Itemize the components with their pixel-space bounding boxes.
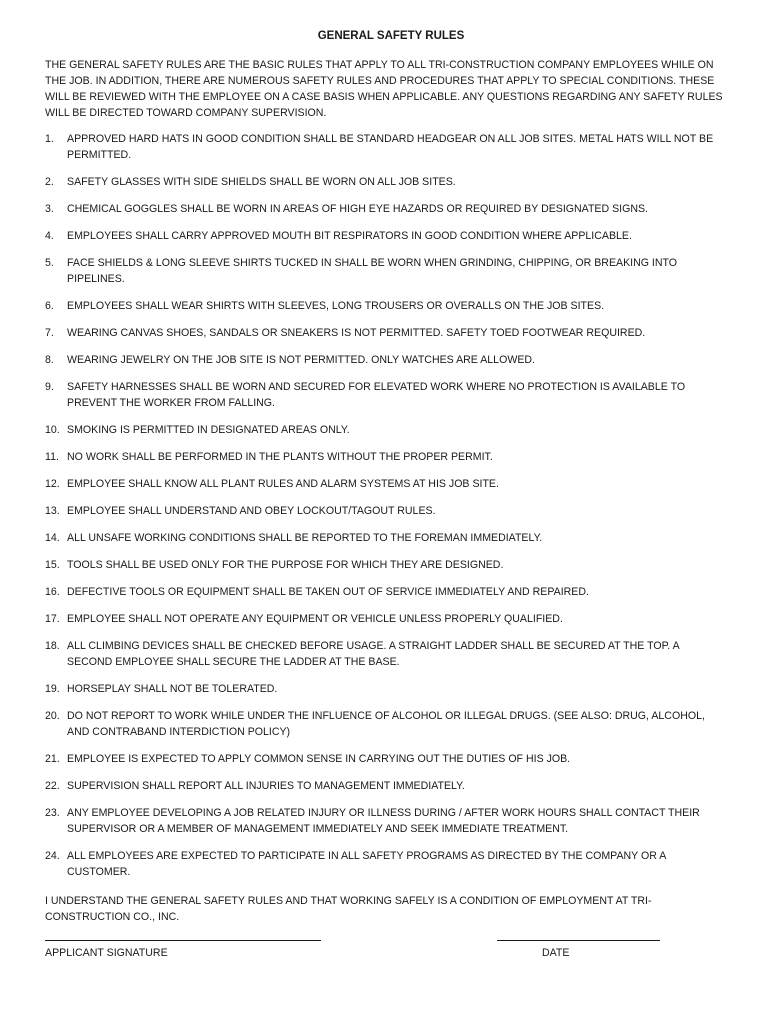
rule-text: DEFECTIVE TOOLS OR EQUIPMENT SHALL BE TAKEN OUT OF SERVICE IMMEDIATELY AND REPAIRED. — [67, 586, 589, 598]
rule-text: SMOKING IS PERMITTED IN DESIGNATED AREAS ONLY. — [67, 424, 350, 436]
signature-label: APPLICANT SIGNATURE — [45, 947, 168, 959]
rule-text: CHEMICAL GOGGLES SHALL BE WORN IN AREAS OF HIGH EYE HAZARDS OR REQUIRED BY DESIGNATED SIGNS. — [67, 203, 649, 215]
rule-item — [45, 255, 725, 287]
rule-text: EMPLOYEES SHALL CARRY APPROVED MOUTH BIT RESPIRATORS IN GOOD CONDITION WHERE APPLICABLE. — [67, 230, 632, 242]
rule-text: WEARING CANVAS SHOES, SANDALS OR SNEAKERS IS NOT PERMITTED. SAFETY TOED FOOTWEAR REQUIRED. — [67, 327, 646, 339]
rule-number: 1. — [45, 133, 54, 145]
rule-text: ALL UNSAFE WORKING CONDITIONS SHALL BE REPORTED TO THE FOREMAN IMMEDIATELY. — [67, 532, 543, 544]
rule-number: 24. — [45, 850, 60, 862]
rule-number: 12. — [45, 478, 60, 490]
rule-text: WEARING JEWELRY ON THE JOB SITE IS NOT PERMITTED. ONLY WATCHES ARE ALLOWED. — [67, 354, 535, 366]
rule-number: 3. — [45, 203, 54, 215]
rule-item — [45, 476, 725, 492]
date-line[interactable] — [497, 940, 660, 941]
rules-list — [45, 131, 725, 880]
rule-text: HORSEPLAY SHALL NOT BE TOLERATED. — [67, 683, 278, 695]
rule-item — [45, 174, 725, 190]
rule-number: 16. — [45, 586, 60, 598]
rule-number: 2. — [45, 176, 54, 188]
rule-number: 6. — [45, 300, 54, 312]
rule-item — [45, 611, 725, 627]
rule-item — [45, 298, 725, 314]
rule-item — [45, 422, 725, 438]
rule-number: 23. — [45, 807, 60, 819]
rule-item — [45, 131, 725, 163]
rule-number: 10. — [45, 424, 60, 436]
rule-number: 17. — [45, 613, 60, 625]
rule-text: EMPLOYEES SHALL WEAR SHIRTS WITH SLEEVES, LONG TROUSERS OR OVERALLS ON THE JOB SITES. — [67, 300, 605, 312]
document-title: GENERAL SAFETY RULES — [317, 30, 465, 42]
rule-text: APPROVED HARD HATS IN GOOD CONDITION SHALL BE STANDARD HEADGEAR ON ALL JOB SITES. METAL HATS WILL NOT BE PERMITTED. — [67, 133, 714, 161]
rule-item — [45, 352, 725, 368]
rule-item — [45, 805, 725, 837]
rule-number: 18. — [45, 640, 60, 652]
rule-item — [45, 848, 725, 880]
rule-item — [45, 449, 725, 465]
rule-text: ALL CLIMBING DEVICES SHALL BE CHECKED BEFORE USAGE. A STRAIGHT LADDER SHALL BE SECURED AT THE TOP. A SECOND EMPLOYEE SHALL SECURE THE LADDER AT THE BASE. — [67, 640, 680, 668]
rule-number: 14. — [45, 532, 60, 544]
rule-item — [45, 530, 725, 546]
document-page — [45, 28, 725, 925]
rule-text: ANY EMPLOYEE DEVELOPING A JOB RELATED INJURY OR ILLNESS DURING / AFTER WORK HOURS SHALL CONTACT THEIR SUPERVISOR OR A MEMBER OF MANAGEMENT IMMEDIATELY AND SEEK IMMEDIATE TREATMENT. — [67, 807, 700, 835]
rule-item — [45, 638, 725, 670]
rule-text: EMPLOYEE SHALL NOT OPERATE ANY EQUIPMENT OR VEHICLE UNLESS PROPERLY QUALIFIED. — [67, 613, 563, 625]
rule-item — [45, 228, 725, 244]
rule-text: EMPLOYEE IS EXPECTED TO APPLY COMMON SENSE IN CARRYING OUT THE DUTIES OF HIS JOB. — [67, 753, 571, 765]
rule-item — [45, 751, 725, 767]
rule-item — [45, 379, 725, 411]
rule-item — [45, 557, 725, 573]
rule-item — [45, 681, 725, 697]
rule-text: EMPLOYEE SHALL KNOW ALL PLANT RULES AND ALARM SYSTEMS AT HIS JOB SITE. — [67, 478, 499, 490]
rule-text: ALL EMPLOYEES ARE EXPECTED TO PARTICIPATE IN ALL SAFETY PROGRAMS AS DIRECTED BY THE COMPANY OR A CUSTOMER. — [67, 850, 666, 878]
rule-item — [45, 778, 725, 794]
rule-number: 19. — [45, 683, 60, 695]
rule-text: SAFETY HARNESSES SHALL BE WORN AND SECURED FOR ELEVATED WORK WHERE NO PROTECTION IS AVAILABLE TO PREVENT THE WORKER FROM FALLING. — [67, 381, 686, 409]
rule-number: 8. — [45, 354, 54, 366]
rule-number: 9. — [45, 381, 54, 393]
date-label: DATE — [542, 947, 570, 959]
rule-item — [45, 708, 725, 740]
acknowledgement-paragraph: I UNDERSTAND THE GENERAL SAFETY RULES AND THAT WORKING SAFELY IS A CONDITION OF EMPLOYMENT AT TRI-CONSTRUCTION CO., INC. — [45, 895, 652, 923]
rule-text: DO NOT REPORT TO WORK WHILE UNDER THE INFLUENCE OF ALCOHOL OR ILLEGAL DRUGS. (SEE ALSO: DRUG, ALCOHOL, AND CONTRABAND INTERDICTION POLICY) — [67, 710, 705, 738]
rule-text: NO WORK SHALL BE PERFORMED IN THE PLANTS WITHOUT THE PROPER PERMIT. — [67, 451, 493, 463]
signature-line[interactable] — [45, 940, 321, 941]
rule-number: 5. — [45, 257, 54, 269]
rule-text: SAFETY GLASSES WITH SIDE SHIELDS SHALL BE WORN ON ALL JOB SITES. — [67, 176, 456, 188]
rule-number: 20. — [45, 710, 60, 722]
rule-item — [45, 201, 725, 217]
rule-number: 13. — [45, 505, 60, 517]
rule-number: 15. — [45, 559, 60, 571]
rule-item — [45, 325, 725, 341]
intro-paragraph: THE GENERAL SAFETY RULES ARE THE BASIC RULES THAT APPLY TO ALL TRI-CONSTRUCTION COMPANY EMPLOYEES WHILE ON THE JOB. IN ADDITION, THERE ARE NUMEROUS SAFETY RULES AND PROCEDURES THAT APPLY TO SPECIAL CONDITIONS. THESE WILL BE REVIEWED WITH THE EMPLOYEE ON A CASE BASIS WHEN APPLICABLE. ANY QUESTIONS REGARDING ANY SAFETY RULES WILL BE DIRECTED TOWARD COMPANY SUPERVISION. — [45, 59, 723, 119]
rule-number: 4. — [45, 230, 54, 242]
rule-number: 21. — [45, 753, 60, 765]
rule-item — [45, 503, 725, 519]
rule-number: 22. — [45, 780, 60, 792]
rule-text: SUPERVISION SHALL REPORT ALL INJURIES TO MANAGEMENT IMMEDIATELY. — [67, 780, 465, 792]
rule-number: 7. — [45, 327, 54, 339]
rule-text: EMPLOYEE SHALL UNDERSTAND AND OBEY LOCKOUT/TAGOUT RULES. — [67, 505, 436, 517]
rule-text: TOOLS SHALL BE USED ONLY FOR THE PURPOSE FOR WHICH THEY ARE DESIGNED. — [67, 559, 504, 571]
rule-item — [45, 584, 725, 600]
rule-number: 11. — [45, 451, 59, 463]
rule-text: FACE SHIELDS & LONG SLEEVE SHIRTS TUCKED IN SHALL BE WORN WHEN GRINDING, CHIPPING, OR BREAKING INTO PIPELINES. — [67, 257, 678, 285]
